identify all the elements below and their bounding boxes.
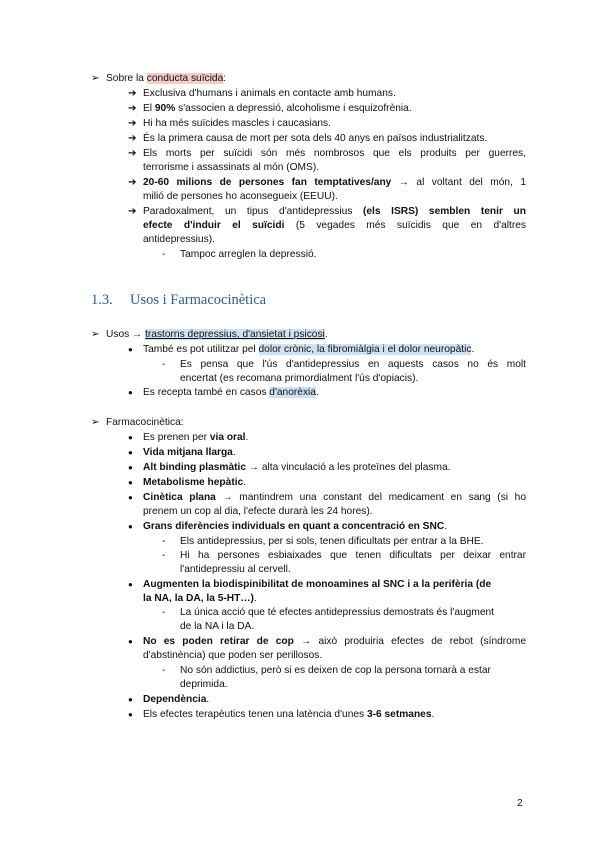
dash-marker: - <box>162 249 166 260</box>
dash-marker: - <box>162 607 166 618</box>
highlight-conducta-suicida: conducta suïcida <box>146 73 224 84</box>
bullet-icon: ● <box>128 463 133 472</box>
list-item: Es recepta també en casos d'anorèxia. <box>143 387 319 398</box>
sub-list-item-line: l'antidepressiu al cervell. <box>180 564 291 575</box>
bullet-icon: ● <box>128 433 133 442</box>
list-item: Exclusiva d'humans i animals en contacte amb humans. <box>143 88 396 99</box>
arrow-icon: ➔ <box>128 103 137 114</box>
page-number: 2 <box>517 798 523 809</box>
sub-list-item-line: Es pensa que l'ús d'antidepressius en aquests casos no és molt <box>180 359 526 370</box>
section-intro: Usos → trastorns depressius, d'ansietat i psicosi. <box>106 329 328 340</box>
list-item-line: prenem un cop al dia, l'efecte durarà les 24 hores). <box>143 506 373 517</box>
arrow-icon: ➔ <box>128 206 137 217</box>
list-item-line: 20-60 milions de persones fan temptatives/any → al voltant del món, 1 <box>143 177 526 188</box>
list-item: Grans diferències individuals en quant a concentració en SNC. <box>143 521 448 532</box>
section-marker: ➢ <box>91 417 100 428</box>
list-item-line: Paradoxalment, un tipus d'antidepressius (els ISRS) semblen tenir un <box>143 206 527 217</box>
list-item: Alt binding plasmàtic → alta vinculació a les proteïnes del plasma. <box>143 462 451 473</box>
list-item: Dependència. <box>143 694 210 705</box>
list-item-line: d'abstinència) que poden ser perillosos. <box>143 650 323 661</box>
sub-list-item: Els antidepressius, per si sols, tenen dificultats per entrar a la BHE. <box>180 536 484 547</box>
list-item: Metabolisme hepàtic. <box>143 477 247 488</box>
section-heading <box>91 292 266 309</box>
arrow-icon: ➔ <box>128 177 137 188</box>
sub-list-item-line: No són addictius, però si es deixen de cop la persona tornarà a estar <box>180 665 491 676</box>
highlight-dolor: dolor crònic, la fibromiàlgia i el dolor neuropàtic <box>258 344 472 355</box>
highlight-trastorns: trastorns depressius, d'ansietat i psicosi <box>145 329 325 340</box>
section-marker: ➢ <box>91 73 100 84</box>
section-marker: ➢ <box>91 329 100 340</box>
sub-list-item-line: de la NA i la DA. <box>180 621 255 632</box>
heading-title: Usos i Farmacocinètica <box>130 292 267 308</box>
dash-marker: - <box>162 665 166 676</box>
bullet-icon: ● <box>128 695 133 704</box>
arrow-icon: ➔ <box>128 148 137 159</box>
list-item-line: Cinètica plana → mantindrem una constant del medicament en sang (si ho <box>143 492 526 503</box>
bullet-icon: ● <box>128 345 133 354</box>
list-item: El 90% s'associen a depressió, alcoholisme i esquizofrènia. <box>143 103 412 114</box>
dash-marker: - <box>162 536 166 547</box>
list-item: També es pot utilitzar pel dolor crònic, la fibromiàlgia i el dolor neuropàtic. <box>143 344 475 355</box>
dash-marker: - <box>162 550 166 561</box>
sub-list-item-line: Hi ha persones esbiaixades que tenen dificultats per deixar entrar <box>180 550 526 561</box>
highlight-anorexia: d'anorèxia <box>269 387 316 398</box>
bullet-icon: ● <box>128 493 133 502</box>
bullet-icon: ● <box>128 580 133 589</box>
list-item-line: milió de persones ho aconsegueix (EEUU). <box>143 191 338 202</box>
list-item-line: antidepressius). <box>143 234 215 245</box>
dash-marker: - <box>162 359 166 370</box>
list-item: És la primera causa de mort per sota dels 40 anys en països industrialitzats. <box>143 133 488 144</box>
heading-number: 1.3. <box>91 292 113 308</box>
list-item-line: Els morts per suïcidi són més nombrosos que els produits per guerres, <box>143 148 526 159</box>
arrow-icon: ➔ <box>128 118 137 129</box>
bullet-icon: ● <box>128 448 133 457</box>
bullet-icon: ● <box>128 637 133 646</box>
arrow-icon: ➔ <box>128 133 137 144</box>
list-item-line: terrorisme i assassinats al món (OMS). <box>143 162 320 173</box>
bullet-icon: ● <box>128 388 133 397</box>
list-item-line: la NA, la DA, la 5-HT…). <box>143 593 257 604</box>
list-item: Es prenen per via oral. <box>143 432 249 443</box>
sub-list-item-line: encertat (es recomana primordialment l'ús d'opiacis). <box>180 373 419 384</box>
list-item: Els efectes terapèutics tenen una latència d'unes 3-6 setmanes. <box>143 709 435 720</box>
bullet-icon: ● <box>128 478 133 487</box>
bullet-icon: ● <box>128 522 133 531</box>
list-item: Vida mitjana llarga. <box>143 447 236 458</box>
bullet-icon: ● <box>128 710 133 719</box>
arrow-icon: ➔ <box>128 88 137 99</box>
list-item: Hi ha més suïcides mascles i caucasians. <box>143 118 331 129</box>
sub-list-item-line: deprimida. <box>180 679 228 690</box>
sub-list-item: Tampoc arreglen la depressió. <box>180 249 317 260</box>
list-item-line: Augmenten la biodispinibilitat de monoamines al SNC i a la perifèria (de <box>143 579 492 590</box>
list-item-line: No es poden retirar de cop → això produiria efectes de rebot (síndrome <box>143 636 526 647</box>
section-intro: Farmacocinètica: <box>106 417 184 428</box>
list-item-line: efecte d'induir el suïcidi (5 vegades més suïcidis que en d'altres <box>143 220 526 231</box>
section-intro: Sobre la conducta suïcida: <box>106 73 227 84</box>
sub-list-item-line: La única acció que té efectes antidepressius demostrats és l'augment <box>180 607 494 618</box>
